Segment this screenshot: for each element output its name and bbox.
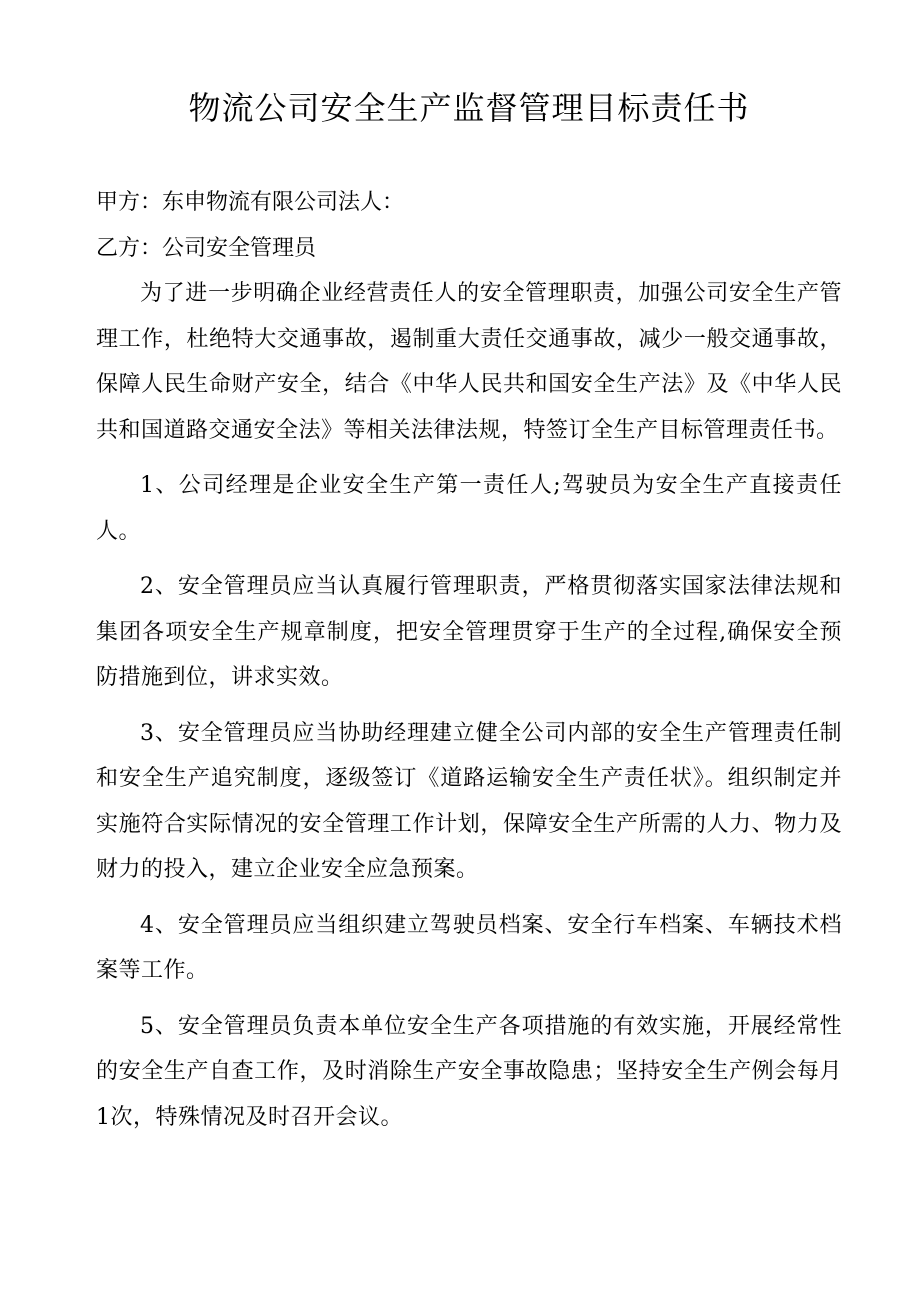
document-title: 物流公司安全生产监督管理目标责任书 xyxy=(188,89,750,127)
paragraph-item-2: 2、安全管理员应当认真履行管理职责，严格贯彻落实国家法律法规和集团各项安全生产规章制度，把安全管理贯穿于生产的全过程,确保安全预防措施到位，讲求实效。 xyxy=(96,574,842,690)
paragraph-intro: 为了进一步明确企业经营责任人的安全管理职责，加强公司安全生产管理工作，杜绝特大交通事故，遏制重大责任交通事故，减少一般交通事故，保障人民生命财产安全，结合《中华人民共和国安全生产法》及《中华人民共和国道路交通安全法》等相关法律法规，特签订全生产目标管理责任书。 xyxy=(96,281,842,443)
paragraph-item-1: 1、公司经理是企业安全生产第一责任人;驾驶员为安全生产直接责任人。 xyxy=(96,473,842,544)
paragraph-item-5: 5、安全管理员负责本单位安全生产各项措施的有效实施，开展经常性的安全生产自查工作，及时消除生产安全事故隐患；坚持安全生产例会每月1次，特殊情况及时召开会议。 xyxy=(96,1013,842,1130)
document-body xyxy=(96,180,842,1150)
party-a-line: 甲方：东申物流有限公司法人： xyxy=(96,190,405,215)
paragraph-item-3: 3、安全管理员应当协助经理建立健全公司内部的安全生产管理责任制和安全生产追究制度，逐级签订《道路运输安全生产责任状》。组织制定并实施符合实际情况的安全管理工作计划，保障安全生产所需的人力、物力及财力的投入，建立企业安全应急预案。 xyxy=(96,720,842,882)
party-b-line: 乙方：公司安全管理员 xyxy=(96,235,317,261)
paragraph-item-4: 4、安全管理员应当组织建立驾驶员档案、安全行车档案、车辆技术档案等工作。 xyxy=(96,912,842,983)
